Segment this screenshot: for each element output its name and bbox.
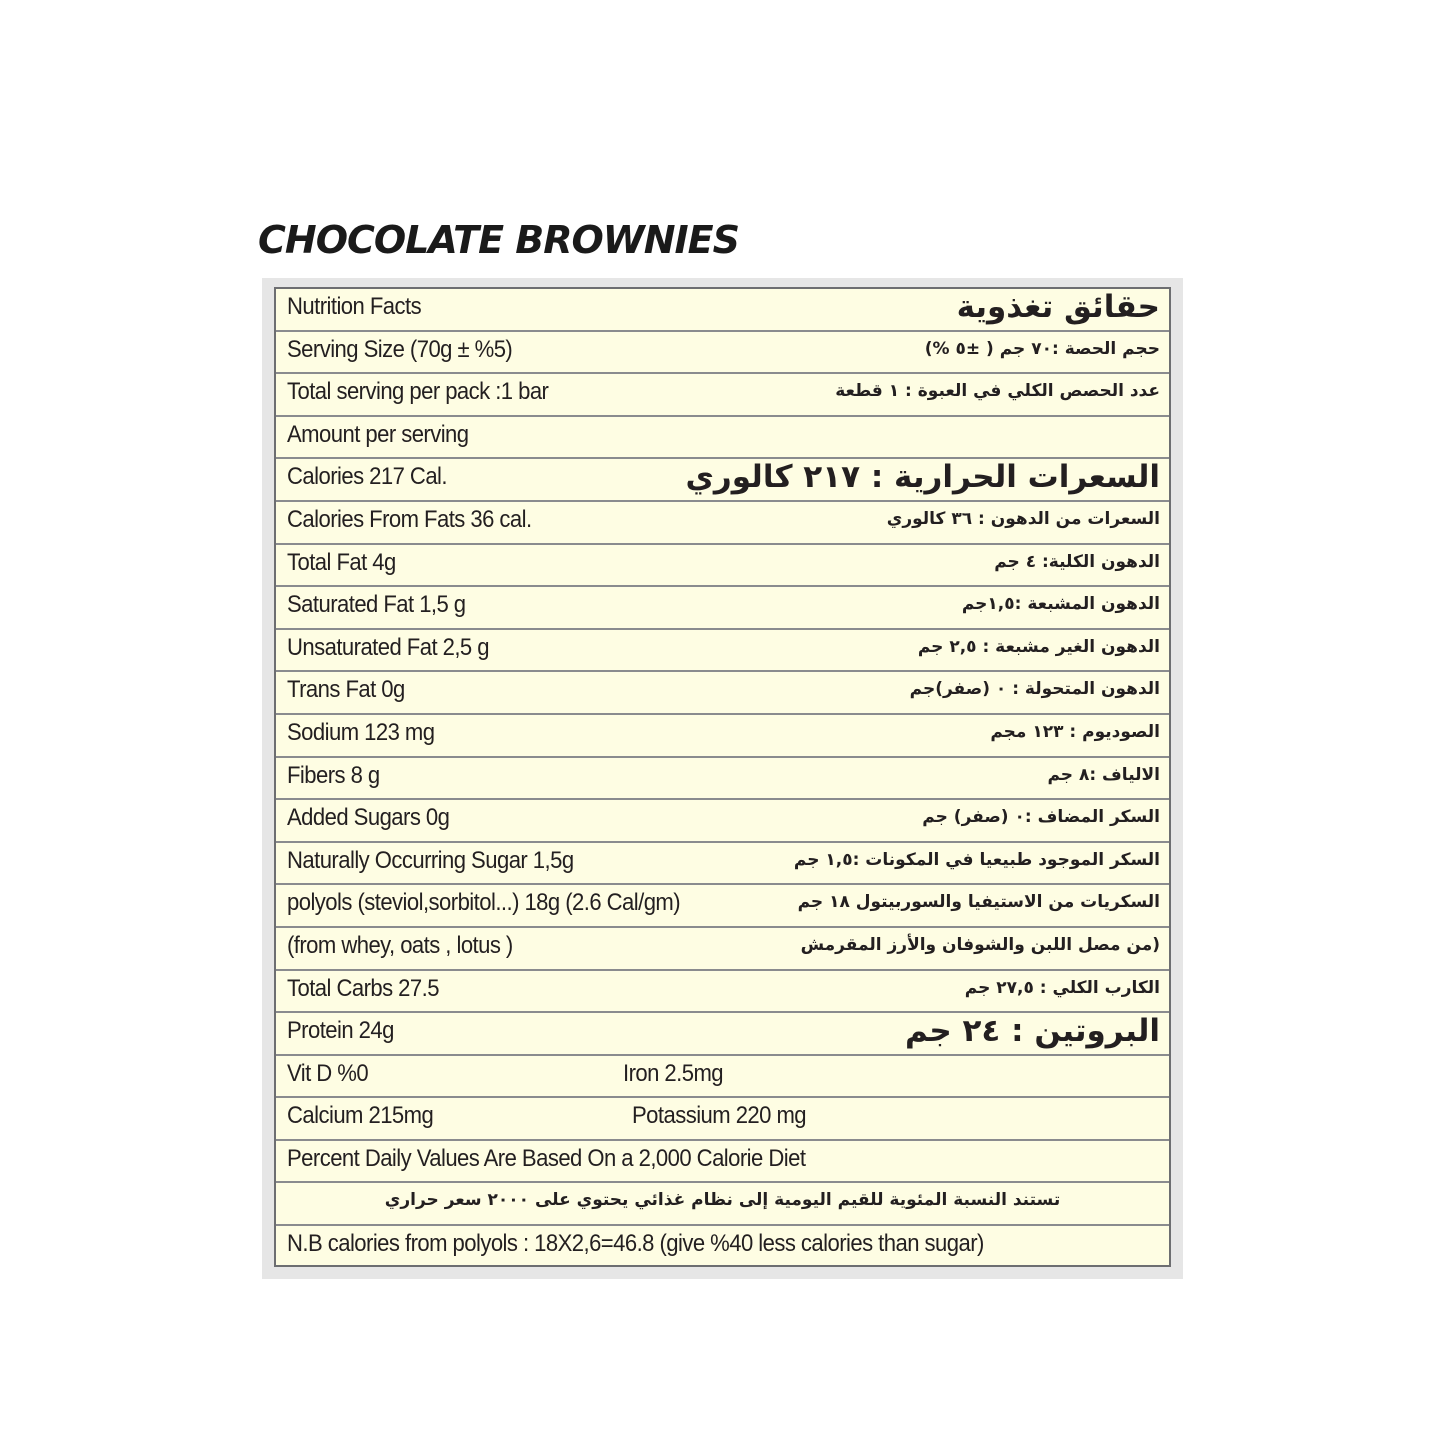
- row-calcium-potassium: [276, 1098, 1169, 1141]
- fibers-en: Fibers 8 g: [287, 761, 380, 789]
- serving-size-en: Serving Size (70g ± %5): [287, 335, 513, 363]
- row-calories-from-fat: [276, 502, 1169, 545]
- saturated-fat-en: Saturated Fat 1,5 g: [287, 591, 466, 619]
- polyols-calories-note: N.B calories from polyols : 18X2,6=46.8 (give %40 less calories than sugar): [287, 1230, 984, 1258]
- natural-sugar-en: Naturally Occurring Sugar 1,5g: [287, 846, 574, 874]
- sodium-en: Sodium 123 mg: [287, 718, 435, 746]
- row-total-carbs: [276, 971, 1169, 1014]
- unsaturated-fat-en: Unsaturated Fat 2,5 g: [287, 633, 489, 661]
- row-calories: [276, 459, 1169, 502]
- natural-sugar-ar: السكر الموجود طبيعيا في المكونات :١,٥ جم: [793, 849, 1160, 870]
- sources-ar: (من مصل اللبن والشوفان والأرز المقرمش: [800, 934, 1160, 955]
- total-carbs-ar: الكارب الكلي : ٢٧,٥ جم: [964, 977, 1160, 998]
- calories-from-fat-ar: السعرات من الدهون : ٣٦ كالوري: [886, 508, 1160, 529]
- daily-values-note-en: Percent Daily Values Are Based On a 2,000 Calorie Diet: [287, 1144, 806, 1172]
- sources-en: (from whey, oats , lotus ): [287, 931, 513, 959]
- row-sodium: [276, 715, 1169, 758]
- polyols-ar: السكريات من الاستيفيا والسوربيتول ١٨ جم: [797, 892, 1160, 913]
- row-polyols-note: [276, 1226, 1169, 1265]
- calories-from-fat-en: Calories From Fats 36 cal.: [287, 505, 532, 533]
- row-nutrition-facts: [276, 289, 1169, 332]
- product-title: CHOCOLATE BROWNIES: [258, 218, 739, 262]
- protein-ar: البروتين : ٢٤ جم: [905, 1013, 1160, 1050]
- vitamin-d-en: Vit D %0: [287, 1059, 369, 1087]
- row-sources: [276, 928, 1169, 971]
- nutrition-facts-ar: حقائق تغذوية: [956, 289, 1160, 325]
- total-carbs-en: Total Carbs 27.5: [287, 974, 439, 1002]
- row-vitd-iron: [276, 1056, 1169, 1099]
- total-fat-ar: الدهون الكلية: ٤ جم: [994, 551, 1160, 572]
- potassium-en: Potassium 220 mg: [632, 1102, 807, 1130]
- row-daily-values-en: [276, 1141, 1169, 1184]
- fibers-ar: الالياف :٨ جم: [1047, 764, 1160, 785]
- daily-values-note-ar: تستند النسبة المئوية للقيم اليومية إلى نظام غذائي يحتوي على ٢٠٠٠ سعر حراري: [384, 1190, 1061, 1211]
- row-unsaturated-fat: [276, 630, 1169, 673]
- row-servings-per-pack: [276, 374, 1169, 417]
- row-fibers: [276, 758, 1169, 801]
- row-trans-fat: [276, 672, 1169, 715]
- trans-fat-en: Trans Fat 0g: [287, 676, 405, 704]
- polyols-en: polyols (steviol,sorbitol...) 18g (2.6 Cal/gm): [287, 889, 681, 917]
- serving-size-ar: حجم الحصة :٧٠ جم ( ±٥ %): [924, 338, 1160, 359]
- total-fat-en: Total Fat 4g: [287, 548, 396, 576]
- protein-en: Protein 24g: [287, 1017, 394, 1045]
- saturated-fat-ar: الدهون المشبعة :١,٥جم: [961, 594, 1160, 615]
- nutrition-facts-en: Nutrition Facts: [287, 293, 422, 320]
- unsaturated-fat-ar: الدهون الغير مشبعة : ٢,٥ جم: [917, 636, 1160, 657]
- amount-per-serving-en: Amount per serving: [287, 420, 469, 448]
- nutrition-facts-table: [274, 287, 1171, 1267]
- iron-en: Iron 2.5mg: [623, 1059, 724, 1087]
- added-sugars-ar: السكر المضاف :٠ (صفر) جم: [922, 807, 1160, 828]
- servings-per-pack-en: Total serving per pack :1 bar: [287, 378, 549, 406]
- added-sugars-en: Added Sugars 0g: [287, 804, 450, 832]
- row-total-fat: [276, 545, 1169, 588]
- row-serving-size: [276, 332, 1169, 375]
- row-daily-values-ar: [276, 1183, 1169, 1226]
- row-natural-sugar: [276, 843, 1169, 886]
- row-amount-per-serving: [276, 417, 1169, 460]
- sodium-ar: الصوديوم : ١٢٣ مجم: [990, 721, 1160, 742]
- calcium-en: Calcium 215mg: [287, 1102, 434, 1130]
- row-added-sugars: [276, 800, 1169, 843]
- calories-ar: السعرات الحرارية : ٢١٧ كالوري: [685, 459, 1160, 496]
- row-polyols: [276, 885, 1169, 928]
- trans-fat-ar: الدهون المتحولة : ٠ (صفر)جم: [909, 679, 1160, 700]
- row-saturated-fat: [276, 587, 1169, 630]
- row-protein: [276, 1013, 1169, 1056]
- calories-en: Calories 217 Cal.: [287, 463, 447, 491]
- servings-per-pack-ar: عدد الحصص الكلي في العبوة : ١ قطعة: [835, 381, 1160, 402]
